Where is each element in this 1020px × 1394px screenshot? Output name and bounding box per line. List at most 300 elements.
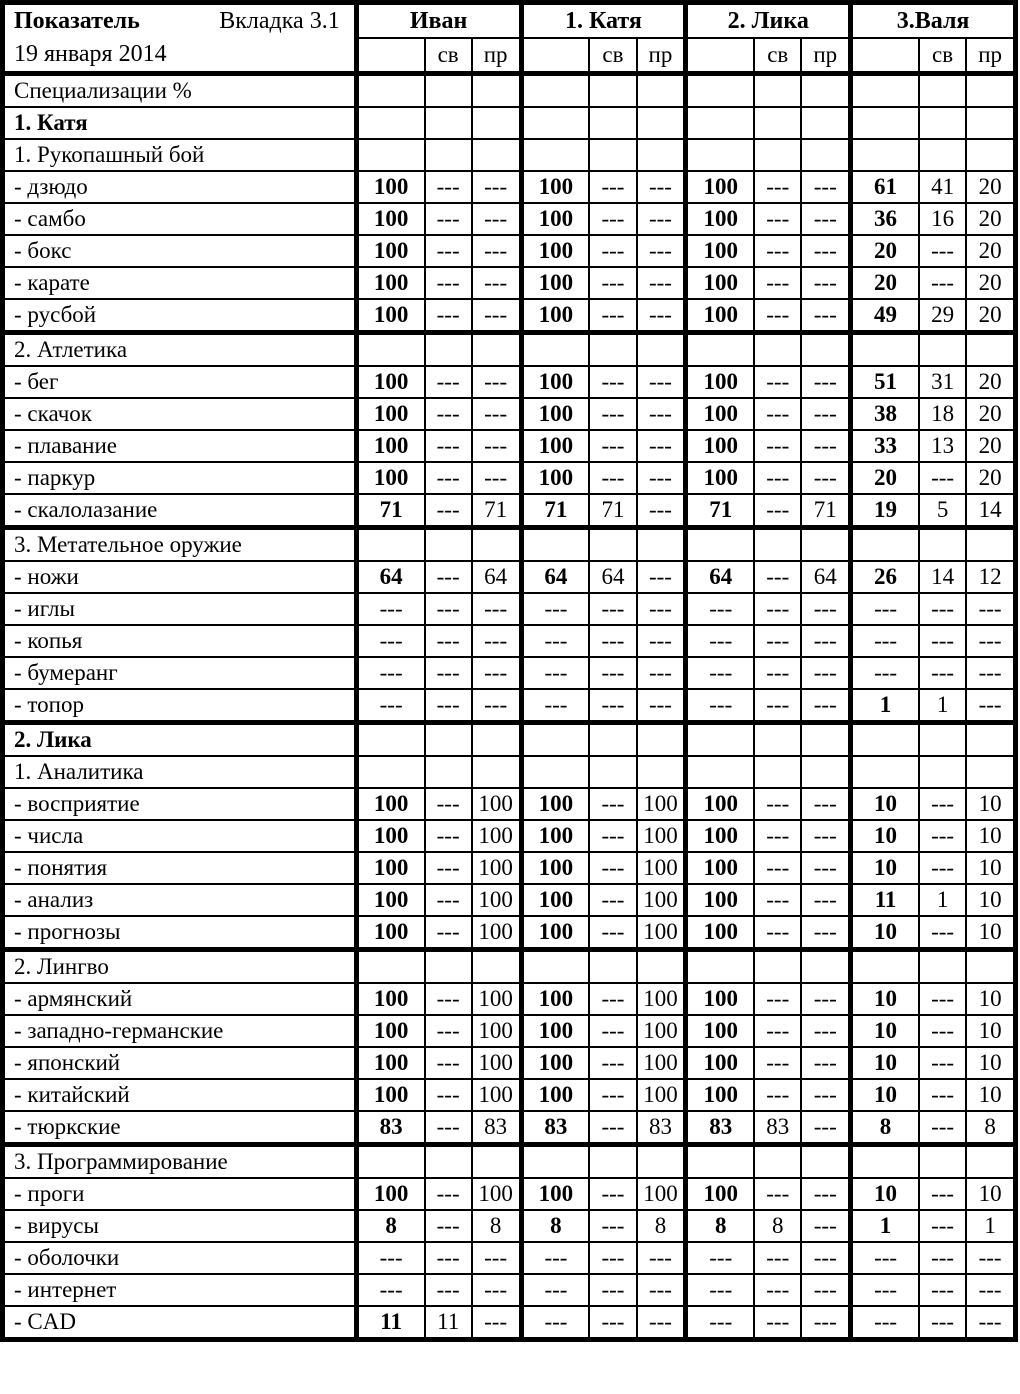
table-row <box>3 983 1016 1015</box>
value-cell <box>919 107 966 139</box>
value-cell: 8 <box>472 1210 521 1242</box>
value-cell <box>472 950 521 984</box>
value-total-cell: 8 <box>686 1210 754 1242</box>
value-cell: --- <box>425 561 472 593</box>
value-cell: --- <box>801 1015 850 1047</box>
value-cell: --- <box>425 1079 472 1111</box>
value-cell: --- <box>754 398 801 430</box>
value-cell: --- <box>754 462 801 494</box>
value-total-cell: 10 <box>851 983 919 1015</box>
value-cell <box>966 950 1015 984</box>
value-cell: --- <box>589 1015 636 1047</box>
table-row <box>3 107 1016 139</box>
corner-line-1 <box>5 5 354 38</box>
value-cell: 100 <box>637 983 686 1015</box>
value-cell: --- <box>966 593 1015 625</box>
value-cell: --- <box>472 171 521 203</box>
value-cell: --- <box>754 1015 801 1047</box>
value-cell: --- <box>754 1047 801 1079</box>
value-cell: --- <box>589 235 636 267</box>
value-total-cell: --- <box>356 625 424 657</box>
value-cell: 100 <box>472 1178 521 1210</box>
value-cell: --- <box>589 299 636 333</box>
value-cell <box>425 74 472 108</box>
value-cell: 83 <box>472 1111 521 1145</box>
value-total-cell: 100 <box>356 1047 424 1079</box>
value-cell: --- <box>425 299 472 333</box>
value-total-cell: 100 <box>356 852 424 884</box>
value-total-cell: --- <box>521 1274 589 1306</box>
value-total-cell <box>686 333 754 367</box>
value-total-cell: 100 <box>686 1047 754 1079</box>
date-label: 19 января 2014 <box>14 41 167 67</box>
value-cell: --- <box>966 1242 1015 1274</box>
value-cell <box>966 107 1015 139</box>
value-cell: --- <box>754 1274 801 1306</box>
value-total-cell <box>851 723 919 757</box>
value-cell: 100 <box>637 788 686 820</box>
table-row <box>3 430 1016 462</box>
value-cell: --- <box>801 1178 850 1210</box>
table-row <box>3 398 1016 430</box>
row-label: - западно-германские <box>3 1015 357 1047</box>
value-cell: --- <box>754 203 801 235</box>
value-cell: --- <box>425 820 472 852</box>
value-cell: --- <box>801 852 850 884</box>
value-cell: --- <box>801 983 850 1015</box>
value-cell <box>754 333 801 367</box>
value-cell: 71 <box>589 494 636 528</box>
value-total-cell <box>356 950 424 984</box>
value-cell <box>637 756 686 788</box>
value-cell: --- <box>425 1047 472 1079</box>
value-total-cell: 100 <box>686 462 754 494</box>
value-total-cell <box>521 950 589 984</box>
value-cell: 100 <box>637 852 686 884</box>
value-cell: 11 <box>425 1306 472 1340</box>
row-label: - плавание <box>3 430 357 462</box>
table-row <box>3 820 1016 852</box>
value-cell: --- <box>589 593 636 625</box>
value-total-cell: 83 <box>521 1111 589 1145</box>
value-total-cell: 33 <box>851 430 919 462</box>
value-cell <box>472 1145 521 1179</box>
value-total-cell: --- <box>356 593 424 625</box>
value-cell: 31 <box>919 366 966 398</box>
value-cell: --- <box>425 852 472 884</box>
value-cell: --- <box>637 366 686 398</box>
row-label: - понятия <box>3 852 357 884</box>
value-total-cell <box>356 107 424 139</box>
value-cell: 100 <box>472 788 521 820</box>
value-cell: 100 <box>637 1015 686 1047</box>
value-total-cell <box>686 107 754 139</box>
value-total-cell: 10 <box>851 1047 919 1079</box>
value-total-cell: 71 <box>521 494 589 528</box>
value-cell: 20 <box>966 366 1015 398</box>
value-total-cell: 100 <box>356 983 424 1015</box>
table-row <box>3 884 1016 916</box>
value-total-cell <box>356 1145 424 1179</box>
value-total-cell: 100 <box>521 235 589 267</box>
value-total-cell: 100 <box>686 820 754 852</box>
value-cell: --- <box>919 1210 966 1242</box>
value-total-cell: --- <box>686 1242 754 1274</box>
value-cell: --- <box>754 916 801 950</box>
value-cell: --- <box>801 430 850 462</box>
value-cell: --- <box>637 171 686 203</box>
value-cell: --- <box>637 1306 686 1340</box>
value-total-cell <box>686 139 754 171</box>
value-cell <box>919 74 966 108</box>
value-cell: --- <box>589 1306 636 1340</box>
value-total-cell: 8 <box>521 1210 589 1242</box>
value-cell <box>801 1145 850 1179</box>
value-total-cell <box>356 528 424 562</box>
table-row <box>3 366 1016 398</box>
row-label: - армянский <box>3 983 357 1015</box>
value-cell: --- <box>919 1079 966 1111</box>
value-total-cell: 10 <box>851 852 919 884</box>
value-cell: --- <box>425 171 472 203</box>
value-cell <box>472 528 521 562</box>
value-cell: --- <box>754 1178 801 1210</box>
value-cell: 1 <box>966 1210 1015 1242</box>
value-cell <box>966 333 1015 367</box>
table-row <box>3 299 1016 333</box>
value-cell: --- <box>589 1079 636 1111</box>
value-cell: --- <box>425 983 472 1015</box>
value-cell: --- <box>589 1210 636 1242</box>
value-cell: 1 <box>919 689 966 723</box>
table-row <box>3 235 1016 267</box>
value-cell: --- <box>637 1242 686 1274</box>
value-cell: --- <box>472 267 521 299</box>
value-cell: --- <box>637 1274 686 1306</box>
value-cell: 20 <box>966 462 1015 494</box>
subcol-pr: пр <box>966 38 1015 74</box>
value-total-cell: 100 <box>686 235 754 267</box>
value-total-cell: 49 <box>851 299 919 333</box>
row-label: - проги <box>3 1178 357 1210</box>
value-cell <box>637 107 686 139</box>
value-total-cell: 100 <box>521 983 589 1015</box>
value-cell: --- <box>425 884 472 916</box>
value-total-cell: 10 <box>851 1178 919 1210</box>
value-total-cell: 64 <box>521 561 589 593</box>
value-cell: --- <box>589 689 636 723</box>
value-total-cell: 11 <box>356 1306 424 1340</box>
value-total-cell: 100 <box>521 1178 589 1210</box>
value-cell <box>754 1145 801 1179</box>
row-label: - интернет <box>3 1274 357 1306</box>
value-cell: --- <box>425 494 472 528</box>
value-total-cell: 100 <box>356 462 424 494</box>
value-cell <box>637 333 686 367</box>
value-cell <box>637 1145 686 1179</box>
value-total-cell: 100 <box>686 267 754 299</box>
value-cell: --- <box>472 462 521 494</box>
value-cell: --- <box>754 430 801 462</box>
value-cell <box>425 139 472 171</box>
value-total-cell: 100 <box>521 430 589 462</box>
table-row <box>3 494 1016 528</box>
value-cell: 71 <box>472 494 521 528</box>
value-cell: --- <box>801 1111 850 1145</box>
subcol-sv: св <box>589 38 636 74</box>
value-cell: --- <box>425 1015 472 1047</box>
table-row <box>3 1178 1016 1210</box>
value-cell <box>425 528 472 562</box>
value-total-cell: --- <box>521 689 589 723</box>
value-total-cell <box>356 333 424 367</box>
value-cell: 20 <box>966 203 1015 235</box>
value-cell <box>637 950 686 984</box>
row-label: - дзюдо <box>3 171 357 203</box>
table-row <box>3 139 1016 171</box>
value-cell: --- <box>589 398 636 430</box>
table-row <box>3 852 1016 884</box>
value-cell: 16 <box>919 203 966 235</box>
value-cell <box>425 333 472 367</box>
value-cell: --- <box>919 852 966 884</box>
value-cell: --- <box>472 657 521 689</box>
row-label: - топор <box>3 689 357 723</box>
row-label: - иглы <box>3 593 357 625</box>
table-row <box>3 625 1016 657</box>
value-cell: 100 <box>637 820 686 852</box>
value-cell: 18 <box>919 398 966 430</box>
row-label: - оболочки <box>3 1242 357 1274</box>
value-cell <box>754 139 801 171</box>
value-cell: --- <box>919 462 966 494</box>
value-cell: --- <box>801 593 850 625</box>
value-total-cell <box>521 74 589 108</box>
value-cell <box>425 1145 472 1179</box>
table-row <box>3 1210 1016 1242</box>
value-cell: 100 <box>472 1079 521 1111</box>
value-cell: 8 <box>966 1111 1015 1145</box>
value-cell <box>589 139 636 171</box>
value-total-cell: 38 <box>851 398 919 430</box>
table-row <box>3 1079 1016 1111</box>
value-total-cell: 100 <box>356 916 424 950</box>
value-cell: 20 <box>966 299 1015 333</box>
value-total-cell: 10 <box>851 820 919 852</box>
value-cell <box>472 74 521 108</box>
value-total-cell: 100 <box>356 235 424 267</box>
value-cell: --- <box>589 366 636 398</box>
value-total-cell: 26 <box>851 561 919 593</box>
value-cell: --- <box>801 299 850 333</box>
value-cell: --- <box>637 430 686 462</box>
value-cell: 83 <box>754 1111 801 1145</box>
row-label: 3. Метательное оружие <box>3 528 357 562</box>
value-total-cell <box>356 74 424 108</box>
value-cell: --- <box>801 171 850 203</box>
value-cell <box>472 333 521 367</box>
value-cell: --- <box>801 657 850 689</box>
value-cell: --- <box>589 203 636 235</box>
value-total-cell: 100 <box>521 1015 589 1047</box>
person-header-katya: 1. Катя <box>521 3 686 39</box>
value-cell: --- <box>919 1015 966 1047</box>
value-cell: 100 <box>637 1047 686 1079</box>
value-total-cell: 64 <box>686 561 754 593</box>
subcol-blank <box>686 38 754 74</box>
value-cell: --- <box>919 820 966 852</box>
value-cell <box>472 723 521 757</box>
value-cell: 20 <box>966 430 1015 462</box>
value-total-cell: 100 <box>521 299 589 333</box>
value-total-cell <box>521 1145 589 1179</box>
row-label: 2. Атлетика <box>3 333 357 367</box>
row-label: - японский <box>3 1047 357 1079</box>
value-cell: --- <box>637 593 686 625</box>
value-cell <box>966 139 1015 171</box>
value-cell: --- <box>425 593 472 625</box>
value-cell <box>919 756 966 788</box>
value-total-cell: --- <box>521 1306 589 1340</box>
value-cell: --- <box>919 983 966 1015</box>
value-cell: --- <box>754 1306 801 1340</box>
value-cell <box>589 528 636 562</box>
value-total-cell: 11 <box>851 884 919 916</box>
table-row <box>3 723 1016 757</box>
value-total-cell: --- <box>686 657 754 689</box>
value-cell: 10 <box>966 788 1015 820</box>
indicator-title: Показатель <box>14 8 140 34</box>
value-cell <box>801 756 850 788</box>
row-label: - самбо <box>3 203 357 235</box>
subcol-pr: пр <box>801 38 850 74</box>
value-cell: --- <box>425 1178 472 1210</box>
value-cell <box>425 756 472 788</box>
row-label: 3. Программирование <box>3 1145 357 1179</box>
table-row <box>3 1047 1016 1079</box>
row-label: - анализ <box>3 884 357 916</box>
value-cell: 29 <box>919 299 966 333</box>
subcol-blank <box>356 38 424 74</box>
value-total-cell: --- <box>686 689 754 723</box>
person-header-ivan: Иван <box>356 3 521 39</box>
value-cell: --- <box>754 657 801 689</box>
value-cell <box>472 107 521 139</box>
value-cell: --- <box>966 657 1015 689</box>
value-cell <box>425 950 472 984</box>
value-total-cell: 100 <box>521 171 589 203</box>
value-total-cell: 100 <box>521 203 589 235</box>
value-total-cell: 100 <box>356 1079 424 1111</box>
value-total-cell: 100 <box>356 267 424 299</box>
value-cell: --- <box>472 398 521 430</box>
value-cell: 100 <box>637 1079 686 1111</box>
value-cell: --- <box>754 299 801 333</box>
value-total-cell: 61 <box>851 171 919 203</box>
value-cell: --- <box>754 1242 801 1274</box>
table-row <box>3 203 1016 235</box>
value-total-cell <box>356 723 424 757</box>
value-cell: --- <box>754 625 801 657</box>
value-cell <box>919 333 966 367</box>
value-cell <box>589 950 636 984</box>
value-cell: 100 <box>637 1178 686 1210</box>
value-cell <box>966 756 1015 788</box>
value-cell <box>754 528 801 562</box>
value-cell: --- <box>425 267 472 299</box>
value-cell: --- <box>472 299 521 333</box>
value-cell: --- <box>472 203 521 235</box>
value-cell: --- <box>919 625 966 657</box>
value-cell: --- <box>589 983 636 1015</box>
value-cell: --- <box>425 625 472 657</box>
table-row <box>3 74 1016 108</box>
subcol-sv: св <box>425 38 472 74</box>
row-label: - восприятие <box>3 788 357 820</box>
value-cell: --- <box>425 657 472 689</box>
value-total-cell: 100 <box>521 788 589 820</box>
value-cell <box>919 528 966 562</box>
value-total-cell: 10 <box>851 788 919 820</box>
value-total-cell <box>686 1145 754 1179</box>
value-total-cell: --- <box>356 689 424 723</box>
value-total-cell: 100 <box>521 398 589 430</box>
table-body <box>3 74 1016 1340</box>
value-cell: --- <box>919 1274 966 1306</box>
person-header-lika: 2. Лика <box>686 3 851 39</box>
row-label: - русбой <box>3 299 357 333</box>
value-total-cell <box>521 107 589 139</box>
value-total-cell <box>851 756 919 788</box>
value-total-cell: --- <box>521 657 589 689</box>
value-cell: --- <box>589 884 636 916</box>
value-cell <box>801 723 850 757</box>
value-cell: 64 <box>472 561 521 593</box>
value-cell: --- <box>754 788 801 820</box>
value-cell: 8 <box>637 1210 686 1242</box>
value-cell: 20 <box>966 398 1015 430</box>
value-total-cell: 10 <box>851 916 919 950</box>
value-cell <box>801 107 850 139</box>
value-total-cell <box>851 74 919 108</box>
value-total-cell: 100 <box>686 299 754 333</box>
person-header-valya: 3.Валя <box>851 3 1016 39</box>
value-cell: --- <box>589 1111 636 1145</box>
value-total-cell: 100 <box>356 1178 424 1210</box>
value-cell <box>919 139 966 171</box>
value-total-cell: --- <box>356 657 424 689</box>
table-row <box>3 916 1016 950</box>
value-total-cell: 20 <box>851 267 919 299</box>
row-label: 2. Лингво <box>3 950 357 984</box>
row-label: - тюркские <box>3 1111 357 1145</box>
value-cell <box>589 333 636 367</box>
value-cell: 14 <box>966 494 1015 528</box>
value-cell: --- <box>919 1178 966 1210</box>
subcol-pr: пр <box>472 38 521 74</box>
row-label: 1. Катя <box>3 107 357 139</box>
value-total-cell: --- <box>851 1306 919 1340</box>
value-cell: --- <box>801 625 850 657</box>
value-cell: --- <box>919 593 966 625</box>
table-row <box>3 1242 1016 1274</box>
subcol-pr: пр <box>637 38 686 74</box>
table-row <box>3 593 1016 625</box>
value-cell: 100 <box>472 983 521 1015</box>
value-total-cell: 100 <box>521 462 589 494</box>
value-cell: --- <box>754 852 801 884</box>
value-cell: 10 <box>966 1079 1015 1111</box>
